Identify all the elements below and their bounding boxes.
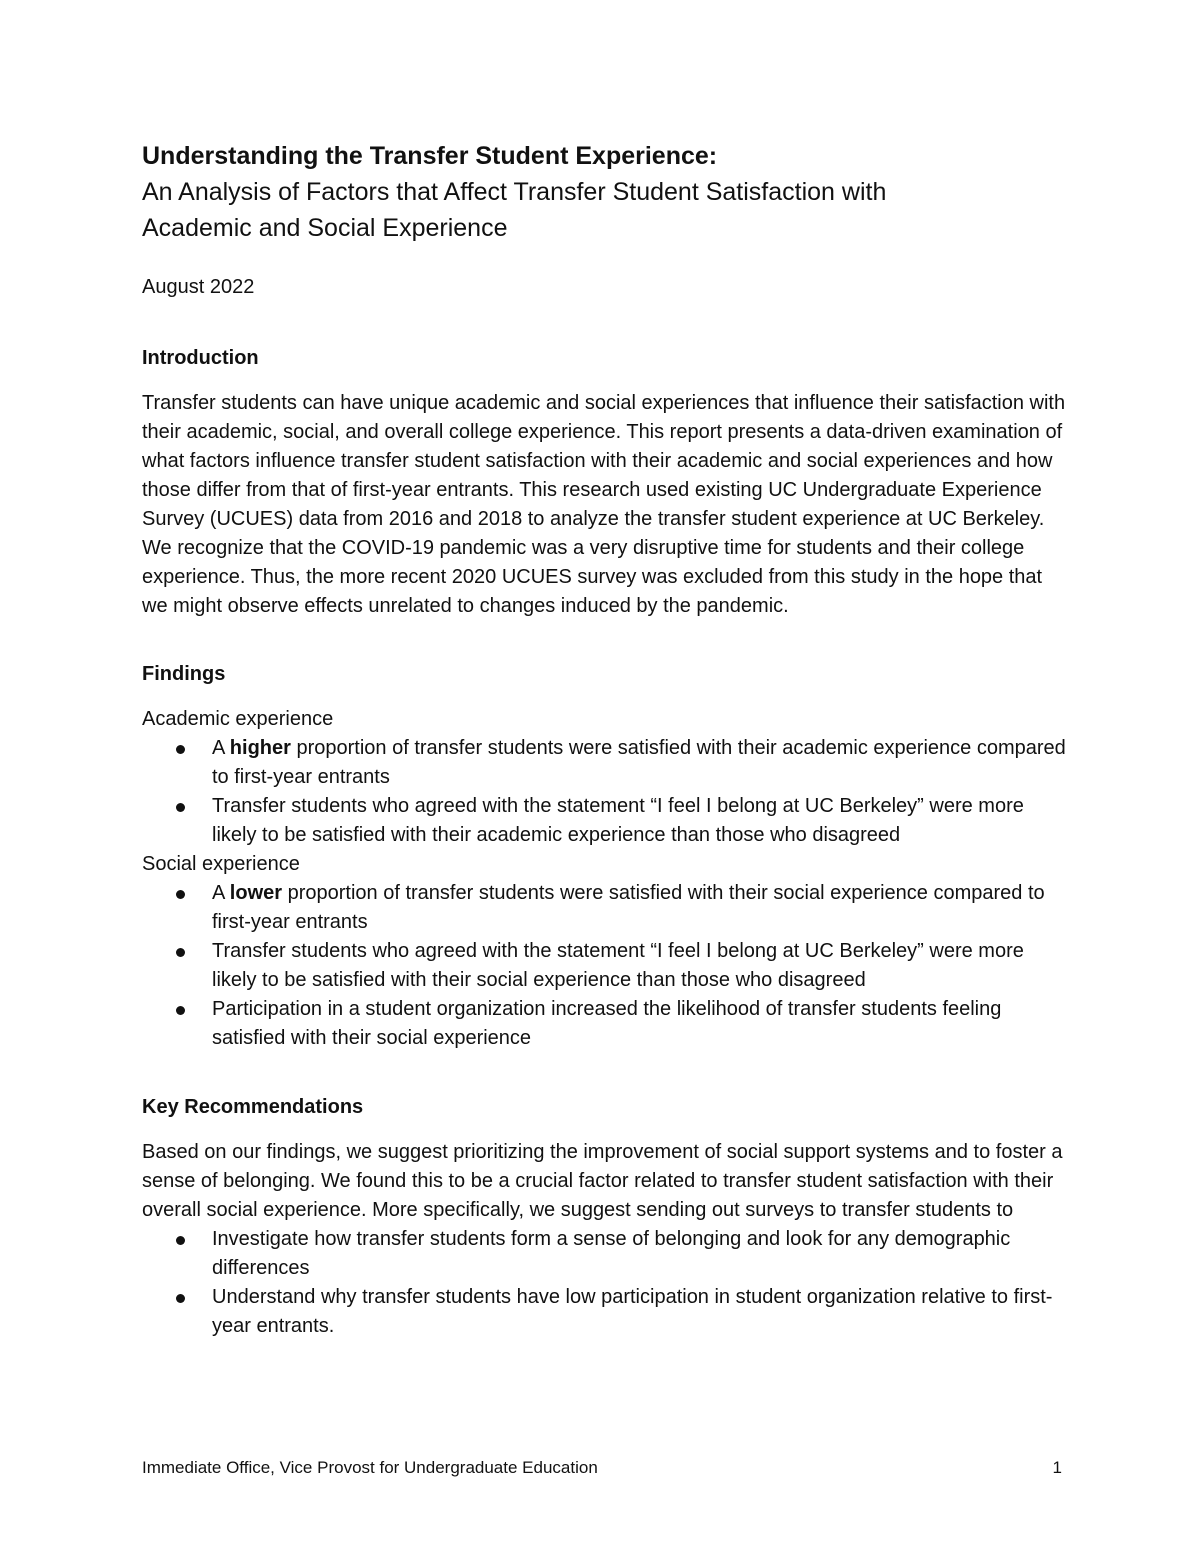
bullet-text: Transfer students who agreed with the statement “I feel I belong at UC Berkeley” were more likely to be satisfied with their social experience than those who disagreed [212, 940, 1024, 991]
bullet-icon [176, 1294, 185, 1303]
introduction-paragraph: Transfer students can have unique academic and social experiences that influence their satisfaction with their academic, social, and overall college experience. This report presents a data-driven examination of what factors influence transfer student satisfaction with their academic and social experiences and how those differ from that of first-year entrants. This research used existing UC Undergraduate Experience Survey (UCUES) data from 2016 and 2018 to analyze the transfer student experience at UC Berkeley. We recognize that the COVID-19 pandemic was a very disruptive time for students and their college experience. Thus, the more recent 2020 UCUES survey was excluded from this study in the hope that we might observe effects unrelated to changes induced by the pandemic. [142, 392, 1066, 617]
bullet-icon [176, 803, 185, 812]
page-content [142, 138, 1072, 1341]
social-experience-label: Social experience [142, 853, 300, 875]
bullet-icon [176, 890, 185, 899]
social-findings-list [142, 879, 1072, 1053]
academic-experience-label: Academic experience [142, 708, 334, 730]
bullet-text: proportion of transfer students were satisfied with their social experience compared to first-year entrants [212, 882, 1045, 933]
list-item [142, 792, 1072, 850]
document-title: Understanding the Transfer Student Experience: [142, 142, 718, 170]
list-item [142, 995, 1072, 1053]
recommendations-list [142, 1225, 1072, 1341]
footer-office-name: Immediate Office, Vice Provost for Undergraduate Education [142, 1458, 598, 1477]
bullet-icon [176, 1006, 185, 1015]
list-item [142, 1283, 1072, 1341]
bullet-text: Participation in a student organization increased the likelihood of transfer students feeling satisfied with their social experience [212, 998, 1002, 1049]
list-item [142, 937, 1072, 995]
bullet-icon [176, 948, 185, 957]
bullet-emphasis: lower [229, 882, 283, 904]
bullet-text-prefix: A [212, 882, 230, 904]
list-item [142, 1225, 1072, 1283]
bullet-text: Transfer students who agreed with the statement “I feel I belong at UC Berkeley” were more likely to be satisfied with their academic experience than those who disagreed [212, 795, 1024, 846]
document-subtitle-line-1: An Analysis of Factors that Affect Transfer Student Satisfaction with [142, 178, 887, 206]
document-subtitle-line-2: Academic and Social Experience [142, 214, 508, 242]
bullet-text: Understand why transfer students have low participation in student organization relative to first-year entrants. [212, 1286, 1053, 1337]
bullet-text-prefix: A [212, 737, 230, 759]
recommendations-heading: Key Recommendations [142, 1096, 364, 1118]
introduction-heading: Introduction [142, 347, 259, 369]
recommendations-paragraph: Based on our findings, we suggest prioritizing the improvement of social support systems and to foster a sense of belonging. We found this to be a crucial factor related to transfer student satisfaction with their overall social experience. More specifically, we suggest sending out surveys to transfer students to [142, 1141, 1063, 1221]
findings-heading: Findings [142, 663, 226, 685]
bullet-icon [176, 745, 185, 754]
list-item [142, 734, 1072, 792]
document-date: August 2022 [142, 276, 255, 298]
bullet-emphasis: higher [229, 737, 291, 759]
bullet-icon [176, 1236, 185, 1245]
page-number: 1 [1052, 1458, 1062, 1477]
bullet-text: Investigate how transfer students form a sense of belonging and look for any demographic differences [212, 1228, 1011, 1279]
bullet-text: proportion of transfer students were satisfied with their academic experience compared to first-year entrants [212, 737, 1066, 788]
academic-findings-list [142, 734, 1072, 850]
list-item [142, 879, 1072, 937]
